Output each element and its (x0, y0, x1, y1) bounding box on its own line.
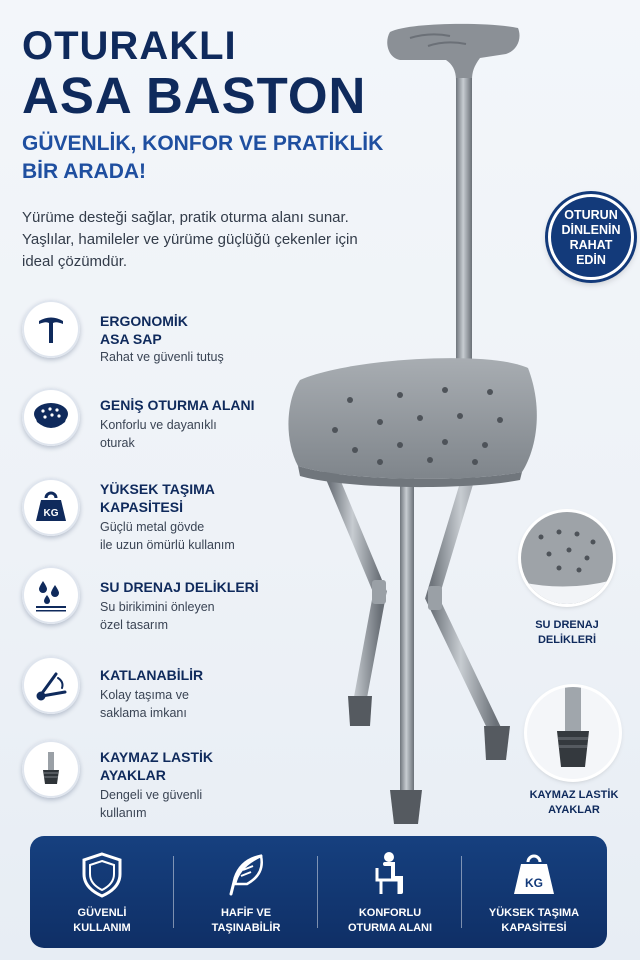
divider (173, 856, 174, 928)
seat-icon (22, 388, 80, 446)
feature-drain-desc: Su birikimini önleyen özel tasarım (100, 600, 215, 632)
benefit-lightweight-label: HAFİF VE TAŞINABİLİR (211, 907, 281, 934)
shield-icon (77, 850, 127, 900)
water-drops-icon (22, 566, 80, 624)
cane-handle-icon (22, 300, 80, 358)
feature-seat-desc: Konforlu ve dayanıklı oturak (100, 418, 217, 450)
rest-badge (548, 194, 634, 280)
feather-icon (221, 850, 271, 900)
weight-icon-text: KG (43, 508, 59, 519)
feature-folding-desc: Kolay taşıma ve saklama imkanı (100, 688, 189, 720)
feature-feet-desc: Dengeli ve güvenli kullanım (100, 788, 203, 820)
benefit-comfort-seat-label: KONFORLU OTURMA ALANI (347, 907, 433, 934)
badge-line4: EDİN (576, 253, 606, 267)
seat-cane-product-image (260, 20, 560, 840)
feature-drain-title: SU DRENAJ DELİKLERİ (100, 579, 259, 595)
feature-folding-title: KATLANABİLİR (100, 667, 204, 683)
feature-ergonomic-title: ERGONOMİK ASA SAP (100, 313, 188, 347)
feature-capacity-title: YÜKSEK TAŞIMA KAPASİTESİ (100, 481, 215, 515)
feature-capacity-desc: Güçlü metal gövde ile uzun ömürlü kullanım (100, 520, 235, 552)
divider (317, 856, 318, 928)
rubber-foot-icon (22, 740, 80, 798)
benefit-capacity (464, 836, 604, 948)
sitting-person-icon (365, 850, 415, 900)
drain-holes-inset-image (521, 512, 613, 604)
benefit-capacity-label: YÜKSEK TAŞIMA KAPASİTESİ (488, 907, 580, 934)
benefit-safe-use (32, 836, 172, 948)
weight-kg-icon (22, 478, 80, 536)
feature-feet-title: KAYMAZ LASTİK AYAKLAR (100, 749, 214, 783)
badge-line2: DİNLENİN (561, 223, 621, 237)
subtitle-line1: GÜVENLİK, KONFOR VE PRATİKLİK (22, 132, 384, 155)
badge-line1: OTURUN (564, 208, 618, 222)
weight-kg-icon (509, 850, 559, 900)
benefit-lightweight (176, 836, 316, 948)
rubber-feet-inset-image (527, 687, 619, 779)
benefits-bar (30, 836, 607, 948)
feature-seat-title: GENİŞ OTURMA ALANI (100, 397, 255, 413)
badge-line3: RAHAT (569, 238, 613, 252)
divider (461, 856, 462, 928)
benefit-comfort-seat (320, 836, 460, 948)
weight-icon-text: KG (525, 876, 543, 890)
subtitle-line2: BİR ARADA! (22, 160, 147, 183)
drain-holes-inset-label: SU DRENAJ DELİKLERİ (535, 619, 599, 646)
description: Yürüme desteği sağlar, pratik oturma alanı sunar. Yaşlılar, hamileler ve yürüme güçlüğü çekenler için ideal çözümdür. (22, 209, 358, 270)
benefit-safe-use-label: GÜVENLİ KULLANIM (73, 907, 131, 934)
page-title-line2: ASA BASTON (22, 67, 367, 124)
page-title-line1: OTURAKLI (22, 24, 237, 68)
rubber-feet-inset-label: KAYMAZ LASTİK AYAKLAR (529, 789, 619, 816)
feature-ergonomic-desc: Rahat ve güvenli tutuş (100, 350, 224, 364)
folding-icon (22, 656, 80, 714)
